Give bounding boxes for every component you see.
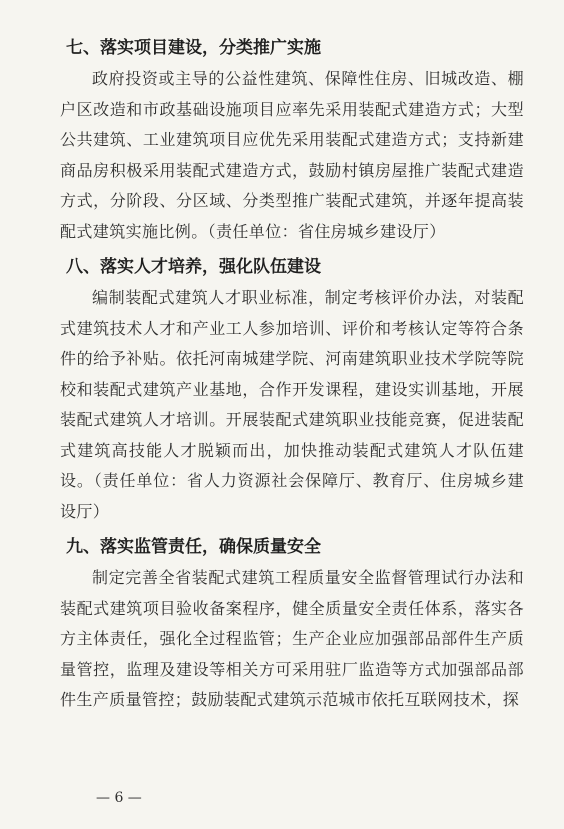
section-paragraph: 政府投资或主导的公益性建筑、保障性住房、旧城改造、棚户区改造和市政基础设施项目应率先采用装配式建造方式；大型公共建筑、工业建筑项目应优先采用装配式建造方式；支持新建商品房积极采用装配式建造方式，鼓励村镇房屋推广装配式建造方式，分阶段、分区域、分类型推广装配式建筑，并逐年提高装配式建筑实施比例。（责任单位：省住房城乡建设厅） xyxy=(60,69,524,241)
section-9 xyxy=(60,533,524,716)
section-paragraph: 编制装配式建筑人才职业标准，制定考核评价办法，对装配式建筑技术人才和产业工人参加培训、评价和考核认定等符合条件的给予补贴。依托河南城建学院、河南建筑职业技术学院等院校和装配式建筑产业基地，合作开发课程，建设实训基地，开展装配式建筑人才培训。开展装配式建筑职业技能竞赛，促进装配式建筑高技能人才脱颖而出，加快推动装配式建筑人才队伍建设。（责任单位：省人力资源社会保障厅、教育厅、住房城乡建设厅） xyxy=(60,288,524,521)
section-7 xyxy=(60,34,524,247)
page-number: — 6 — xyxy=(96,790,142,806)
section-title: 七、落实项目建设，分类推广实施 xyxy=(66,38,321,58)
section-title: 九、落实监管责任，确保质量安全 xyxy=(66,537,321,557)
section-paragraph: 制定完善全省装配式建筑工程质量安全监督管理试行办法和装配式建筑项目验收备案程序，健全质量安全责任体系，落实各方主体责任，强化全过程监管；生产企业应加强部品部件生产质量管控，监理及建设等相关方可采用驻厂监造等方式加强部品部件生产质量管控；鼓励装配式建筑示范城市依托互联网技术，探 xyxy=(60,568,524,709)
section-title: 八、落实人才培养，强化队伍建设 xyxy=(66,257,321,277)
section-8 xyxy=(60,253,524,527)
